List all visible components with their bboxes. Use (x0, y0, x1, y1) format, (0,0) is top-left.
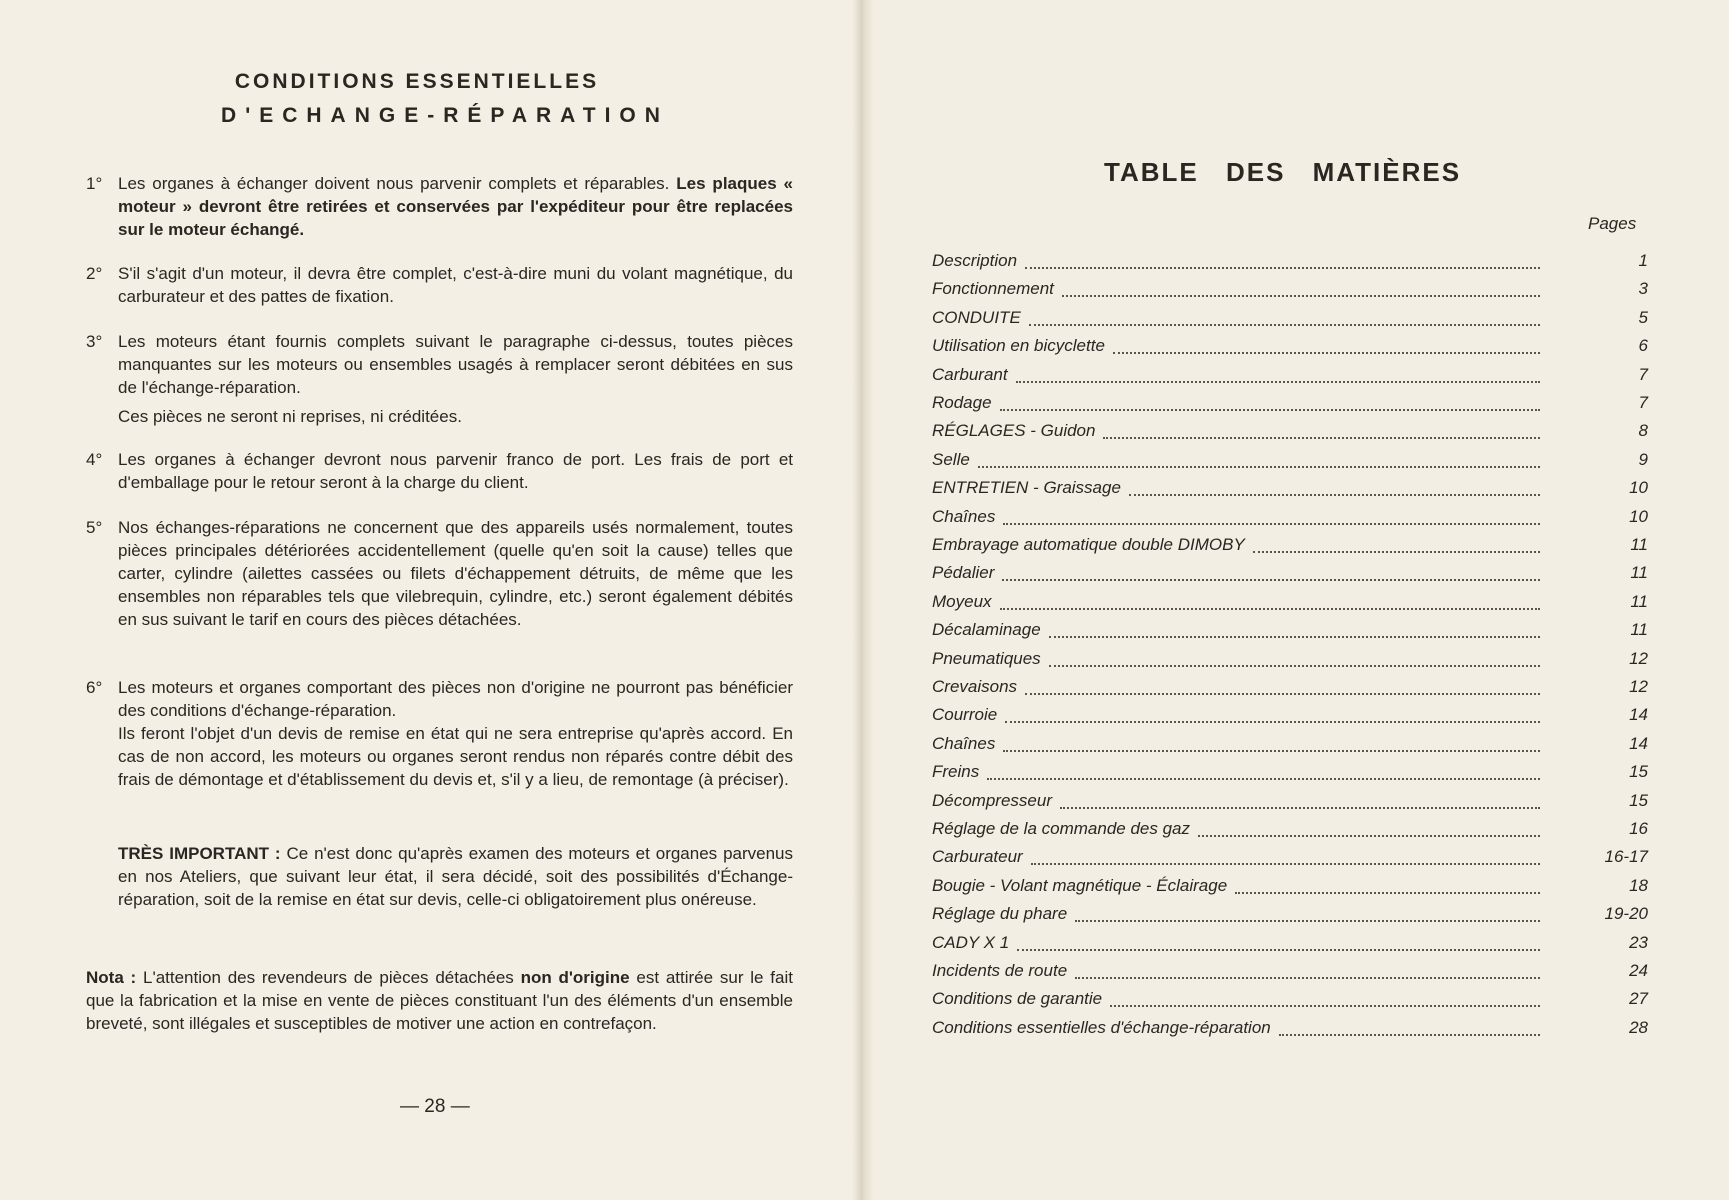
toc-leader-dots (1002, 571, 1540, 581)
toc-entry (932, 450, 1648, 476)
nota-label: Nota : (86, 968, 137, 987)
toc-entry-label: Utilisation en bicyclette (932, 336, 1105, 356)
toc-entry-label: Pneumatiques (932, 648, 1041, 668)
toc-entry (932, 308, 1648, 334)
page-number: — 28 — (400, 1096, 470, 1117)
toc-entry-page: 28 (1629, 1017, 1648, 1037)
toc-entry-label: ENTRETIEN - Graissage (932, 478, 1121, 498)
toc-entry (932, 961, 1648, 987)
item-number-4: 4° (86, 450, 103, 469)
toc-entry-label: Conditions essentielles d'échange-réparation (932, 1017, 1271, 1037)
toc-entry-label: Fonctionnement (932, 279, 1054, 299)
toc-entry (932, 365, 1648, 391)
toc-entry (932, 791, 1648, 817)
toc-leader-dots (1000, 600, 1540, 610)
toc-entry-page: 3 (1638, 279, 1648, 299)
toc-entry (932, 620, 1648, 646)
item-1-bold-text: Les plaques « moteur » devront être retirées et conservées par l'expéditeur pour être replacées sur le moteur échangé. (118, 174, 793, 239)
left-title-line2: D'ECHANGE-RÉPARATION (221, 104, 669, 127)
toc-entry (932, 677, 1648, 703)
toc-entry (932, 478, 1648, 504)
toc-entry-page: 27 (1629, 989, 1648, 1009)
toc-entry-page: 11 (1630, 535, 1648, 554)
item-3-text: Les moteurs étant fournis complets suivant le paragraphe ci-dessus, toutes pièces manquantes sur les moteurs ou ensembles usagés à remplacer seront débitées en sus de l'échange-réparation. (118, 332, 793, 397)
toc-entry-page: 10 (1629, 478, 1648, 498)
toc-entry (932, 251, 1648, 277)
toc-leader-dots (1017, 941, 1540, 951)
toc-entry (932, 762, 1648, 788)
important-text: Ce n'est donc qu'après examen des moteurs et organes parvenus en nos Ateliers, que suivant leur état, il sera décidé, soit des possibilités d'Échange-réparation, soit de la remise en état sur devis, celle-ci obligatoirement plus onéreuse. (118, 844, 794, 909)
toc-leader-dots (1075, 912, 1540, 922)
item-4 (118, 448, 793, 494)
item-2 (118, 262, 793, 308)
item-1 (118, 172, 793, 241)
toc-leader-dots (1000, 401, 1540, 411)
item-number-1: 1° (86, 174, 103, 193)
toc-entry (932, 819, 1648, 845)
toc-leader-dots (978, 458, 1540, 468)
toc-entry-page: 18 (1629, 875, 1648, 895)
toc-entry (932, 393, 1648, 419)
toc-entry (932, 1018, 1648, 1044)
toc-entry-page: 10 (1629, 506, 1648, 526)
toc-entry (932, 649, 1648, 675)
toc-leader-dots (1003, 742, 1540, 752)
toc-entry-label: Chaînes (932, 506, 996, 526)
toc-entry (932, 336, 1648, 362)
toc-entry-label: Conditions de garantie (932, 989, 1103, 1009)
toc-entry-page: 5 (1638, 307, 1648, 327)
nota-text-2: est attirée sur le fait que la fabrication et la mise en vente de pièces constituant l'un des éléments d'un ensemble breveté, sont illégales et susceptibles de motiver une action en contrefaçon. (86, 968, 793, 1033)
toc-leader-dots (1025, 259, 1540, 269)
toc-leader-dots (1062, 287, 1540, 297)
nota-note (86, 966, 793, 1035)
toc-entry-label: Selle (932, 449, 970, 469)
toc-entry-page: 11 (1630, 620, 1648, 640)
toc-leader-dots (1198, 827, 1540, 837)
toc-leader-dots (1253, 543, 1540, 553)
toc-entry-label: Chaînes (932, 733, 996, 753)
toc-leader-dots (1031, 855, 1540, 865)
toc-leader-dots (1049, 628, 1540, 638)
toc-leader-dots (1005, 713, 1540, 723)
toc-entry-label: Description (932, 251, 1018, 270)
toc-entry-label: Réglage de la commande des gaz (932, 819, 1190, 838)
toc-leader-dots (1060, 799, 1540, 809)
toc-entry-page: 14 (1629, 705, 1648, 725)
toc-entry-label: Incidents de route (932, 961, 1068, 980)
toc-entry (932, 563, 1648, 589)
toc-entry-page: 16-17 (1604, 847, 1648, 867)
item-2-text: S'il s'agit d'un moteur, il devra être complet, c'est-à-dire muni du volant magnétique, du carburateur et des pattes de fixation. (118, 264, 793, 306)
toc-entry-page: 7 (1638, 364, 1648, 384)
toc-entry (932, 535, 1648, 561)
toc-entry-page: 19-20 (1604, 904, 1648, 924)
item-1-text: Les organes à échanger doivent nous parvenir complets et réparables. (118, 174, 670, 193)
toc-entry (932, 876, 1648, 902)
toc-pages-label: Pages (1588, 214, 1637, 233)
toc-entry-label: Embrayage automatique double DIMOBY (932, 535, 1245, 554)
toc-entry (932, 279, 1648, 305)
toc-entry-page: 11 (1630, 591, 1648, 611)
toc-entry-label: Décalaminage (932, 620, 1041, 640)
toc-entry-label: Freins (932, 762, 980, 782)
toc-entry-label: CONDUITE (932, 307, 1021, 327)
toc-entry (932, 734, 1648, 760)
toc-entry (932, 989, 1648, 1015)
toc-entry-page: 14 (1629, 733, 1648, 753)
toc-leader-dots (1003, 515, 1540, 525)
toc-entry-label: Bougie - Volant magnétique - Éclairage (932, 875, 1228, 895)
toc-entry-page: 12 (1629, 677, 1648, 696)
item-6-extra: Ils feront l'objet d'un devis de remise en état qui ne sera entreprise qu'après accord. En cas de non accord, les moteurs ou organes seront rendus non réparés contre débit des frais de démontage et d'établissement du devis et, s'il y a lieu, de remontage (à préciser). (118, 724, 793, 789)
toc-leader-dots (1075, 969, 1540, 979)
toc-entry-page: 24 (1629, 961, 1648, 980)
toc-entry-label: Réglage du phare (932, 904, 1068, 924)
toc-entry-label: Courroie (932, 705, 998, 725)
left-title-line1: CONDITIONS ESSENTIELLES (234, 70, 600, 93)
item-3-extra: Ces pièces ne seront ni reprises, ni créditées. (118, 407, 462, 426)
toc-entry-label: Rodage (932, 393, 992, 412)
toc-entry (932, 847, 1648, 873)
toc-leader-dots (1016, 373, 1540, 383)
toc-entry-page: 23 (1629, 932, 1648, 952)
toc-leader-dots (1029, 316, 1540, 326)
left-page (0, 0, 862, 1200)
item-4-text: Les organes à échanger devront nous parvenir franco de port. Les frais de port et d'emballage pour le retour seront à la charge du client. (118, 450, 793, 492)
toc-entry (932, 592, 1648, 618)
toc-entry-label: Moyeux (932, 591, 992, 611)
toc-entry-page: 6 (1638, 336, 1648, 356)
item-5 (118, 516, 793, 631)
toc-entry-page: 7 (1638, 393, 1648, 412)
toc-entry-page: 12 (1629, 648, 1648, 668)
item-3 (118, 330, 793, 399)
toc-leader-dots (1129, 486, 1540, 496)
toc-title: TABLE DES MATIÈRES (1104, 157, 1462, 187)
item-number-3: 3° (86, 332, 103, 351)
toc-leader-dots (1025, 685, 1540, 695)
important-note (118, 842, 793, 911)
item-6-text: Les moteurs et organes comportant des pièces non d'origine ne pourront pas bénéficier des conditions d'échange-réparation. (118, 678, 793, 720)
toc-entry-page: 15 (1629, 790, 1648, 810)
item-number-2: 2° (86, 264, 103, 283)
toc-entry-label: Carburant (932, 364, 1008, 384)
toc-entry (932, 933, 1648, 959)
toc-entry-label: Crevaisons (932, 677, 1018, 696)
item-6 (118, 676, 793, 722)
toc-leader-dots (1103, 429, 1540, 439)
toc-leader-dots (987, 770, 1540, 780)
item-5-text: Nos échanges-réparations ne concernent que des appareils usés normalement, toutes pièces principales détériorées accidentellement (quelle qu'en soit la cause) telles que carter, cylindre (ailettes cassées ou filets d'échappement détruits, de même que les ensembles non réparables tels que vilebrequin, cylindre, etc.) seront également débités en sus suivant le tarif en cours des pièces détachées. (118, 518, 793, 629)
nota-text-1: L'attention des revendeurs de pièces détachées (143, 968, 514, 987)
toc-entry-page: 1 (1638, 251, 1648, 270)
item-number-5: 5° (86, 518, 103, 537)
toc-leader-dots (1279, 1026, 1540, 1036)
important-label: TRÈS IMPORTANT : (118, 844, 281, 863)
toc-leader-dots (1235, 884, 1540, 894)
toc-entry-label: Pédalier (932, 563, 995, 583)
toc-entry-page: 9 (1638, 449, 1648, 469)
toc-entry-label: RÉGLAGES - Guidon (932, 421, 1096, 441)
toc-entry (932, 507, 1648, 533)
toc-leader-dots (1110, 997, 1540, 1007)
toc-entry (932, 421, 1648, 447)
toc-entry-label: Décompresseur (932, 790, 1052, 810)
nota-bold: non d'origine (520, 968, 630, 987)
toc-entry-label: CADY X 1 (932, 932, 1010, 952)
toc-entry-page: 15 (1629, 762, 1648, 782)
toc-entry-label: Carburateur (932, 847, 1023, 867)
toc-entry (932, 904, 1648, 930)
item-number-6: 6° (86, 678, 103, 697)
toc-leader-dots (1113, 344, 1540, 354)
toc-entry-page: 11 (1630, 563, 1648, 583)
toc-entry-page: 8 (1638, 421, 1648, 441)
toc-entry-page: 16 (1629, 819, 1648, 838)
toc-entry (932, 705, 1648, 731)
toc-leader-dots (1049, 657, 1540, 667)
book-gutter (852, 0, 874, 1200)
